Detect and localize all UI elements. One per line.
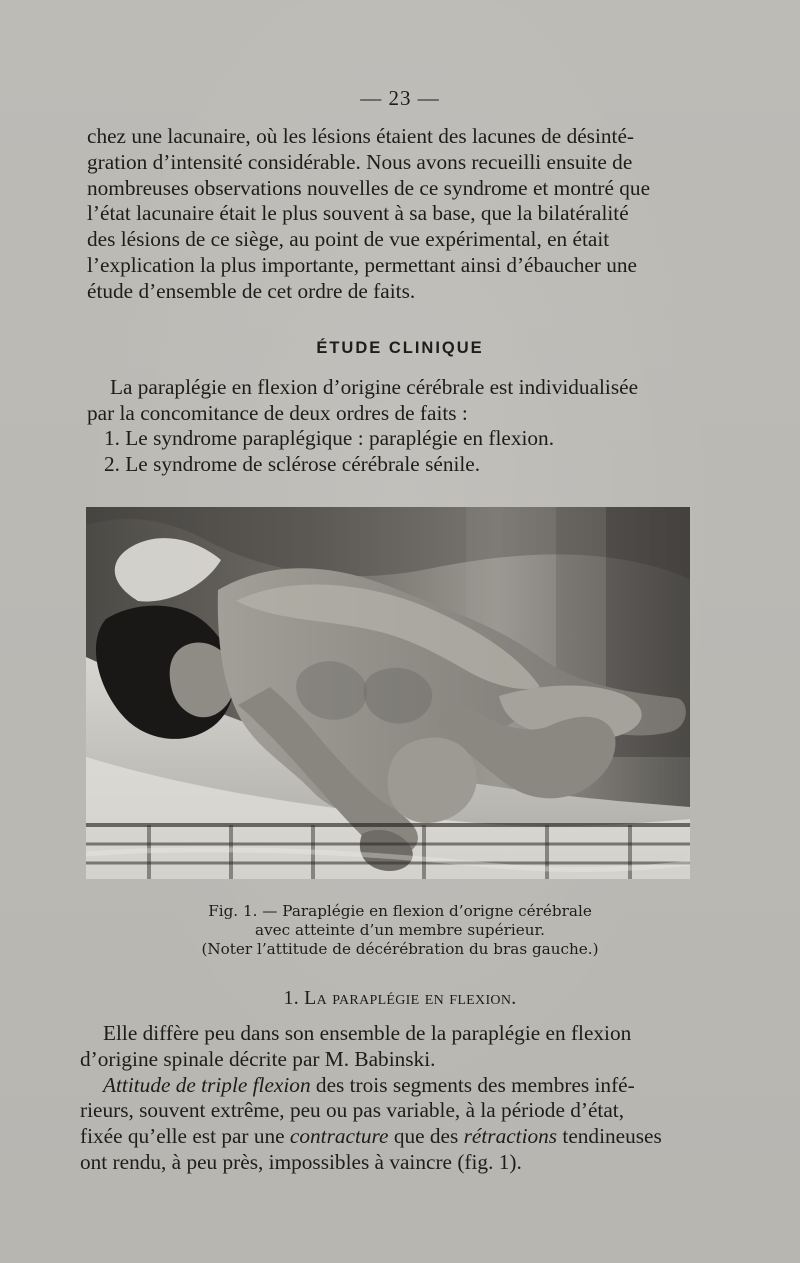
text-line: Elle diffère peu dans son ensemble de la paraplégie en flexion [103,1021,632,1045]
intro-paragraph [87,124,693,305]
text-line-with-italics [80,1124,687,1150]
text-line: ont rendu, à peu près, impossibles à vaincre (fig. 1). [80,1149,522,1174]
list-item: 1. Le syndrome paraplégique : paraplégie en flexion. [104,426,555,450]
caption-line: Fig. 1. — Paraplégie en flexion d’origne cérébrale [208,902,592,920]
italic-term: contracture [289,1124,389,1149]
text-line: l’état lacunaire était le plus souvent à sa base, que la bilatéralité [87,201,629,226]
list-item: 2. Le syndrome de sclérose cérébrale sénile. [104,451,481,476]
text-line: d’origine spinale décrite par M. Babinski. [80,1046,436,1071]
italic-term: rétractions [463,1124,558,1149]
text-line: nombreuses observations nouvelles de ce syndrome et montré que [87,175,651,200]
figure-photo [86,507,690,879]
page-number: — 23 — [360,86,440,110]
text-line: par la concomitance de deux ordres de faits : [87,400,468,425]
section-heading-clinical: ÉTUDE CLINIQUE [316,339,484,357]
italic-term: Attitude de triple flexion [103,1072,311,1097]
text-line: des lésions de ce siège, au point de vue expérimental, en était [87,227,610,252]
caption-line: (Noter l’attitude de décérébration du bras gauche.) [201,940,599,959]
text-line: gration d’intensité considérable. Nous avons recueilli ensuite de [87,149,633,174]
section-paragraph [80,1021,687,1176]
text-fragment: fixée qu’elle est par une [80,1124,290,1149]
clinical-list [104,426,684,478]
text-line-with-italic [80,1073,687,1099]
text-fragment: que des [388,1124,464,1149]
figure-caption [0,902,800,960]
text-line: La paraplégie en flexion d’origine cérébrale est individualisée [110,375,639,399]
text-fragment: tendineuses [557,1124,662,1149]
caption-line: avec atteinte d’un membre supérieur. [255,921,545,940]
clinical-intro-paragraph [87,375,693,427]
text-fragment: des trois segments des membres infé- [310,1072,635,1097]
text-line: étude d’ensemble de cet ordre de faits. [87,278,416,303]
text-line: chez une lacunaire, où les lésions étaient des lacunes de désinté- [87,124,634,148]
text-line: l’explication la plus importante, permettant ainsi d’ébaucher une [87,252,637,277]
patient-photo-illustration [86,507,690,879]
text-line: rieurs, souvent extrême, peu ou pas variable, à la période d’état, [80,1098,625,1123]
subsection-heading: 1. La paraplégie en flexion. [283,987,517,1009]
